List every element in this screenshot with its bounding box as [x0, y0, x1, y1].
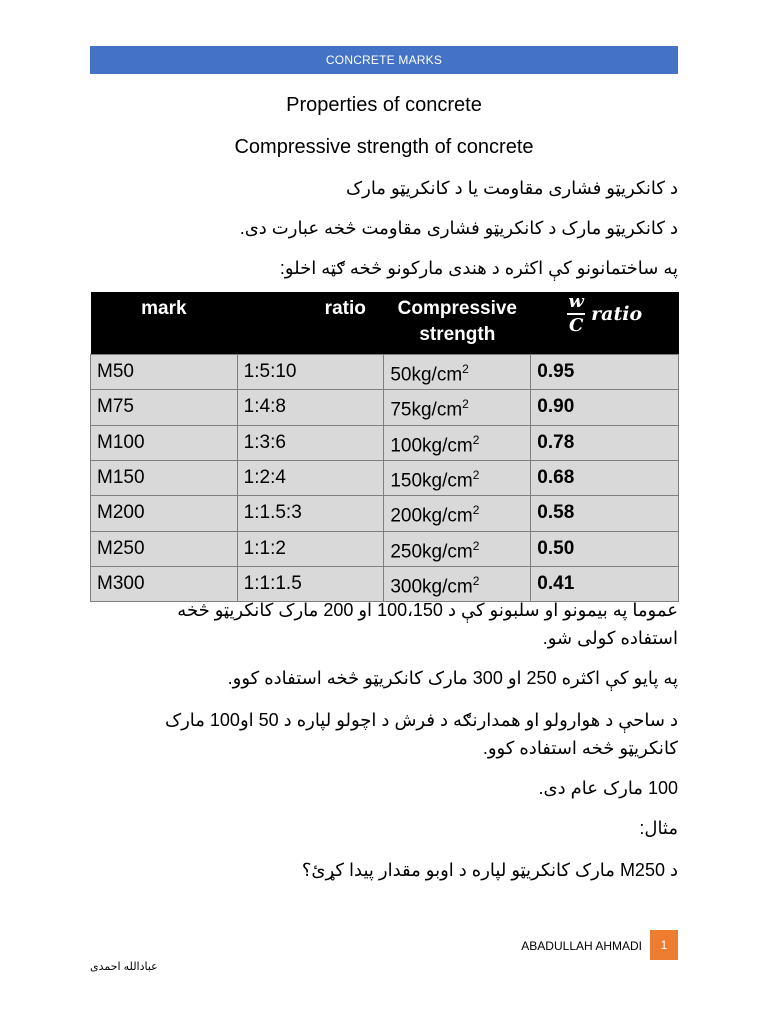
cell-wc-ratio-value: 0.90 — [537, 396, 575, 418]
table-row — [91, 355, 679, 390]
document-header-bar: CONCRETE MARKS — [90, 46, 678, 74]
cell-strength-value: 75kg/cm — [390, 399, 463, 421]
paragraph-3-line-1: د ساحې د هوارولو او همدارنګه د فرش د اچولو لپاره د 50 او100 مارک — [164, 710, 678, 730]
cell-ratio — [237, 425, 384, 460]
cell-wc-ratio-value: 0.95 — [537, 361, 575, 383]
unit-superscript: 2 — [462, 362, 469, 376]
header-ratio — [237, 292, 384, 355]
unit-superscript: 2 — [472, 573, 480, 588]
cell-wc-ratio-value: 0.41 — [537, 573, 575, 595]
cell-ratio — [237, 460, 384, 495]
table-header-row — [91, 292, 679, 355]
header-wc-ratio — [531, 292, 679, 355]
cell-wc-ratio — [531, 496, 679, 531]
table-body — [91, 355, 679, 602]
cell-strength — [384, 390, 531, 425]
header-strength-line1: Compressive — [397, 298, 517, 319]
cell-ratio — [237, 531, 384, 566]
intro-line-2: د کانکریټو مارک د کانکریټو فشاری مقاومت څخه عبارت دی. — [239, 218, 678, 238]
paragraph-2: په پایو کې اکثره 250 او 300 مارک کانکریټو څخه استفاده کوو. — [227, 668, 678, 688]
cell-strength — [384, 425, 531, 460]
cell-ratio-value: 1:4:8 — [243, 396, 286, 418]
cell-strength-value: 150kg/cm — [390, 470, 473, 492]
paragraph-5: مثال: — [639, 818, 678, 838]
cell-ratio — [237, 355, 384, 390]
header-ratio-label: ratio — [324, 298, 366, 319]
cell-strength-value: 200kg/cm — [390, 505, 473, 527]
cell-mark-value: M250 — [97, 537, 145, 559]
cell-wc-ratio-value: 0.68 — [537, 467, 575, 489]
intro-line-3: په ساختمانونو کې اکثره د هندی مارکونو څخه ګټه اخلو: — [279, 258, 678, 278]
wc-ratio-label: ratio — [591, 303, 643, 325]
cell-wc-ratio — [531, 355, 679, 390]
cell-mark — [91, 496, 238, 531]
cell-ratio-value: 1:5:10 — [243, 361, 297, 383]
cell-ratio-value: 1:1:1.5 — [243, 573, 302, 595]
unit-superscript: 2 — [472, 432, 480, 447]
wc-numerator: w — [568, 291, 584, 312]
cell-mark — [91, 460, 238, 495]
footer-author: ABADULLAH AHMADI — [521, 939, 642, 953]
cell-strength-value: 100kg/cm — [390, 434, 473, 456]
cell-strength-value: 300kg/cm — [390, 576, 473, 598]
cell-ratio — [237, 496, 384, 531]
cell-wc-ratio-value: 0.78 — [537, 431, 575, 453]
cell-mark-value: M100 — [97, 431, 145, 453]
paragraph-1-line-2: استفاده کولی شو. — [542, 628, 678, 648]
cell-mark-value: M300 — [97, 573, 145, 595]
cell-strength-value: 50kg/cm — [390, 364, 463, 386]
cell-wc-ratio — [531, 425, 679, 460]
cell-wc-ratio-value: 0.50 — [537, 537, 575, 559]
header-compressive-strength — [384, 292, 531, 355]
cell-ratio-value: 1:1.5:3 — [243, 502, 302, 524]
paragraph-1-line-1: عموما په بیمونو او سلبونو کې د 100،150 او 200 مارک کانکریټو څخه — [177, 600, 678, 620]
cell-strength — [384, 460, 531, 495]
cell-mark — [91, 355, 238, 390]
cell-wc-ratio — [531, 390, 679, 425]
cell-mark-value: M200 — [97, 502, 145, 524]
table-row — [91, 425, 679, 460]
cell-ratio-value: 1:1:2 — [243, 537, 286, 559]
unit-superscript: 2 — [472, 467, 480, 482]
wc-fraction — [567, 292, 585, 336]
cell-wc-ratio-value: 0.58 — [537, 502, 575, 524]
table-row — [91, 460, 679, 495]
paragraph-6: د M250 مارک کانکریټو لپاره د اوبو مقدار پیدا کړئ؟ — [301, 860, 678, 880]
cell-ratio-value: 1:3:6 — [243, 431, 286, 453]
cell-mark-value: M150 — [97, 467, 145, 489]
cell-strength — [384, 496, 531, 531]
intro-line-1: د کانکریټو فشاری مقاومت یا د کانکریټو مارک — [346, 178, 678, 198]
page-subtitle: Compressive strength of concrete — [234, 136, 534, 158]
unit-superscript: 2 — [472, 538, 480, 553]
table-row — [91, 496, 679, 531]
header-mark: mark — [91, 292, 238, 355]
cell-strength-value: 250kg/cm — [390, 540, 473, 562]
author-signature: عبادالله احمدی — [90, 961, 158, 973]
cell-mark — [91, 425, 238, 460]
paragraph-4: 100 مارک عام دی. — [538, 778, 678, 798]
cell-wc-ratio — [531, 460, 679, 495]
cell-ratio — [237, 390, 384, 425]
header-strength-line2: strength — [419, 324, 496, 345]
unit-superscript: 2 — [462, 397, 469, 412]
table-row — [91, 531, 679, 566]
cell-mark — [91, 531, 238, 566]
page-number: 1 — [650, 930, 678, 960]
page-title: Properties of concrete — [286, 94, 482, 116]
cell-mark — [91, 390, 238, 425]
cell-wc-ratio — [531, 531, 679, 566]
cell-mark-value: M50 — [97, 361, 134, 383]
paragraph-3-line-2: کانکریټو څخه استفاده کوو. — [482, 738, 678, 758]
table-row — [91, 390, 679, 425]
cell-strength — [384, 355, 531, 390]
concrete-marks-table — [90, 292, 679, 602]
wc-denominator: C — [568, 315, 584, 336]
cell-strength — [384, 531, 531, 566]
cell-mark-value: M75 — [97, 396, 134, 418]
unit-superscript: 2 — [472, 503, 480, 518]
cell-ratio-value: 1:2:4 — [243, 467, 286, 489]
